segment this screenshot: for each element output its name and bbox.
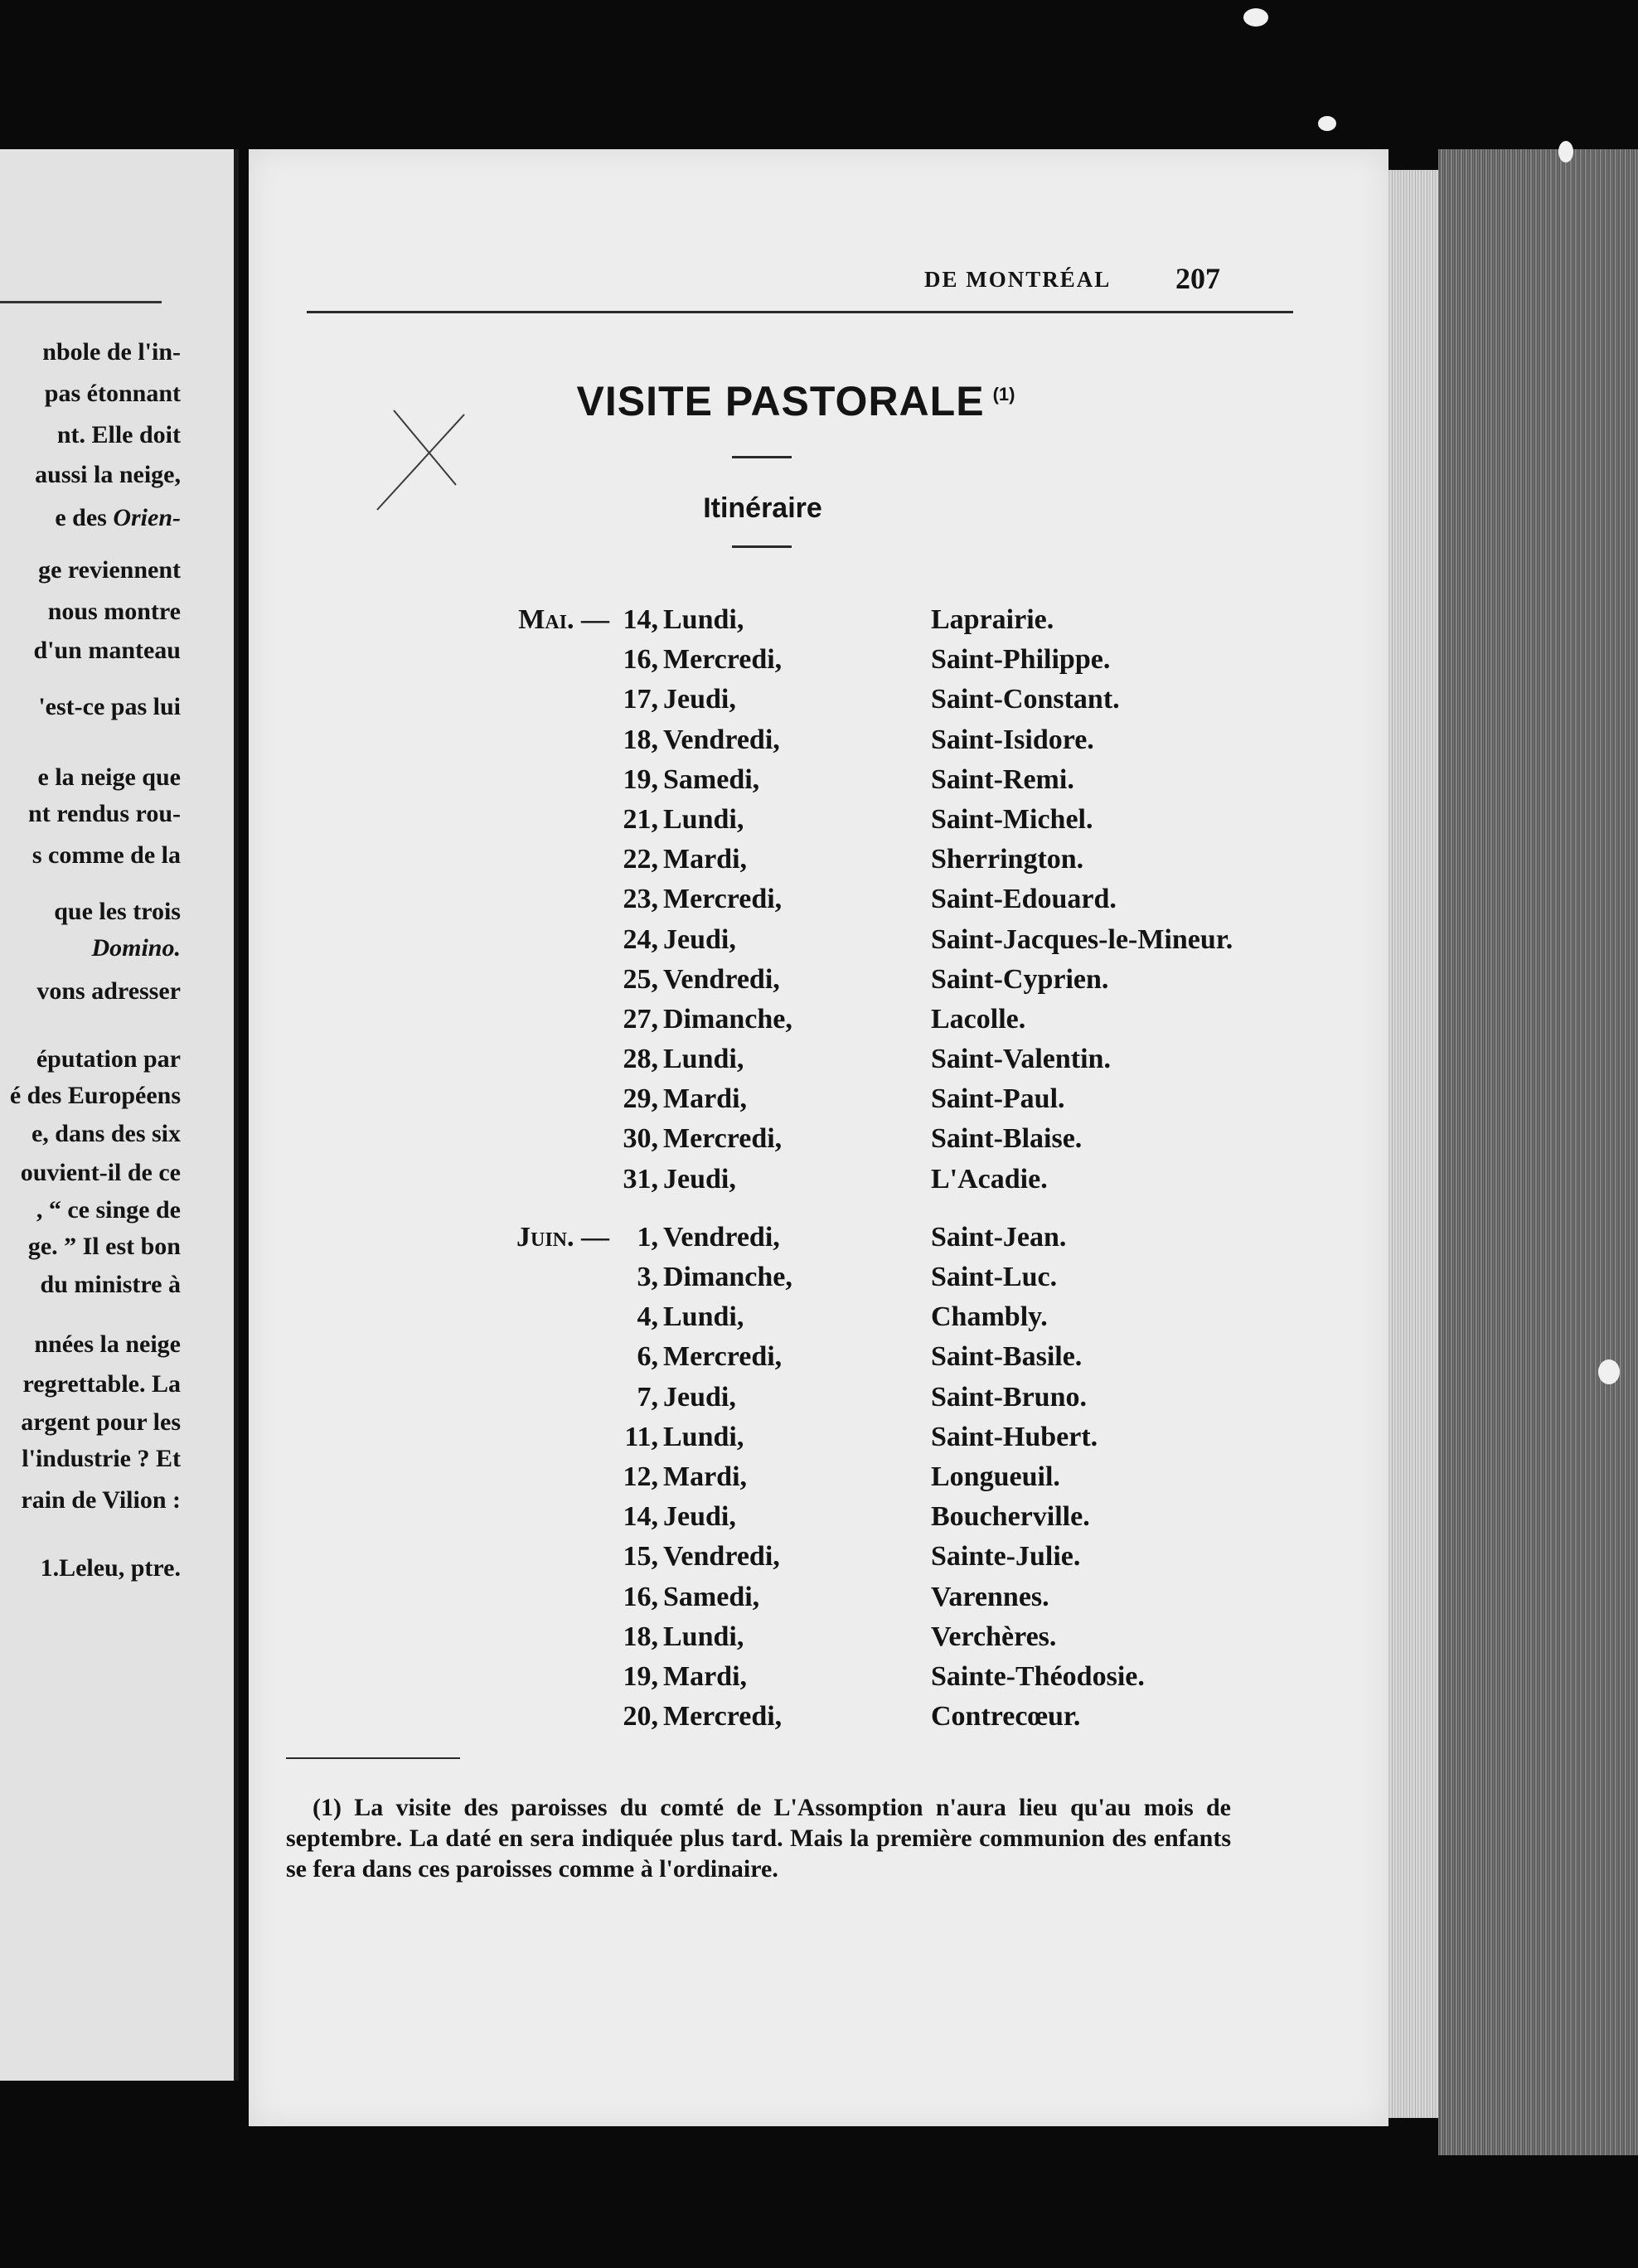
left-page-line: [0, 1552, 234, 1585]
left-line-text: l'industrie ? Et: [22, 1445, 181, 1472]
left-line-text: 1.Leleu, ptre.: [40, 1554, 181, 1582]
itinerary-row: [414, 1337, 1368, 1377]
left-page-line: [0, 1230, 234, 1263]
itinerary-row: [414, 1697, 1368, 1737]
itinerary-place: Saint-Michel.: [931, 803, 1093, 835]
left-line-text: nt rendus rou-: [28, 800, 181, 827]
itinerary-day: 31,: [623, 1163, 658, 1195]
itinerary-day: 14,: [623, 604, 658, 635]
subtitle: Itinéraire: [703, 492, 822, 524]
itinerary-weekday: Mercredi,: [663, 1123, 783, 1155]
left-page-line: [0, 1117, 234, 1151]
left-page-line: [0, 1484, 234, 1517]
itinerary-row: [414, 1079, 1368, 1119]
left-page-line: [0, 1043, 234, 1076]
itinerary-day: 16,: [623, 1581, 658, 1612]
itinerary-weekday: Samedi,: [663, 1581, 760, 1612]
itinerary-row: [414, 760, 1368, 800]
itinerary-place: Verchères.: [931, 1621, 1057, 1652]
left-page-line: [0, 797, 234, 831]
left-page-line: [0, 1156, 234, 1190]
itinerary-weekday: Mercredi,: [663, 1341, 783, 1373]
month-dash: —: [581, 604, 609, 635]
itinerary-place: Laprairie.: [931, 604, 1054, 635]
left-line-text: ouvient-il de ce: [20, 1159, 181, 1186]
itinerary-weekday: Lundi,: [663, 604, 744, 635]
itinerary-weekday: Jeudi,: [663, 923, 736, 955]
left-line-text: du ministre à: [40, 1271, 181, 1298]
footnote-rule: [286, 1757, 460, 1759]
itinerary-weekday: Vendredi,: [663, 1541, 780, 1573]
itinerary-day: 18,: [623, 724, 658, 755]
itinerary-place: Sherrington.: [931, 844, 1084, 875]
itinerary-day: 16,: [623, 644, 658, 676]
left-line-text: ge reviennent: [38, 556, 181, 584]
itinerary-day: 3,: [637, 1262, 658, 1292]
itinerary-row: [414, 1258, 1368, 1297]
itinerary-place: Saint-Luc.: [931, 1262, 1058, 1292]
itinerary-weekday: Lundi,: [663, 1621, 744, 1652]
left-page-line: [0, 761, 234, 794]
itinerary-place: Saint-Hubert.: [931, 1421, 1098, 1452]
itinerary-row: [414, 960, 1368, 1000]
left-line-text: e des: [55, 504, 114, 531]
left-page-line: [0, 895, 234, 928]
month-label: Mai.: [518, 604, 574, 635]
left-line-text: regrettable. La: [22, 1370, 181, 1398]
itinerary-row: [414, 1457, 1368, 1497]
running-head: DE MONTRÉAL: [924, 267, 1112, 292]
itinerary-place: Saint-Cyprien.: [931, 963, 1109, 995]
itinerary-day: 15,: [623, 1541, 658, 1573]
itinerary-row: [414, 880, 1368, 919]
left-line-text: nous montre: [47, 598, 181, 625]
itinerary-day: 11,: [624, 1421, 658, 1452]
itinerary-place: Contrecœur.: [931, 1701, 1081, 1732]
left-line-text: aussi la neige,: [35, 461, 181, 488]
pencil-cross-mark: [373, 406, 472, 514]
itinerary-row: [414, 600, 1368, 640]
itinerary-place: Saint-Paul.: [931, 1083, 1065, 1115]
itinerary-weekday: Mardi,: [663, 1461, 748, 1492]
itinerary-row: [414, 1378, 1368, 1418]
itinerary-place: Saint-Isidore.: [931, 724, 1094, 755]
itinerary-row: [414, 1218, 1368, 1258]
itinerary-weekday: Vendredi,: [663, 724, 780, 755]
itinerary-day: 20,: [623, 1701, 658, 1732]
itinerary-row: [414, 720, 1368, 760]
left-page-line: [0, 1268, 234, 1301]
itinerary-place: Chambly.: [931, 1301, 1048, 1333]
itinerary-place: L'Acadie.: [931, 1163, 1048, 1195]
itinerary-day: 24,: [623, 923, 658, 955]
left-line-text: , “ ce singe de: [36, 1196, 181, 1224]
itinerary-weekday: Mardi,: [663, 1083, 748, 1115]
itinerary-place: Saint-Constant.: [931, 684, 1120, 715]
itinerary-weekday: Mercredi,: [663, 1701, 783, 1732]
left-line-text: e, dans des six: [31, 1120, 181, 1147]
itinerary-place: Lacolle.: [931, 1003, 1026, 1035]
itinerary-place: Sainte-Théodosie.: [931, 1660, 1145, 1692]
itinerary-day: 21,: [623, 803, 658, 835]
itinerary-row: [414, 680, 1368, 720]
left-page-line: [0, 975, 234, 1008]
itinerary-place: Saint-Edouard.: [931, 884, 1117, 915]
itinerary-weekday: Vendredi,: [663, 963, 780, 995]
itinerary-row: [414, 1577, 1368, 1617]
itinerary-weekday: Jeudi,: [663, 684, 736, 715]
itinerary-row: [414, 1040, 1368, 1079]
left-line-italic: Orien-: [113, 504, 181, 531]
itinerary-place: Longueuil.: [931, 1461, 1060, 1492]
itinerary-day: 28,: [623, 1044, 658, 1075]
left-line-text: 'est-ce pas lui: [38, 693, 181, 720]
film-speck: [1243, 8, 1268, 27]
subtitle-rule: [732, 545, 792, 548]
left-line-text: nbole de l'in-: [42, 338, 181, 366]
itinerary-day: 29,: [623, 1083, 658, 1115]
itinerary-day: 14,: [623, 1501, 658, 1533]
itinerary-day: 1,: [637, 1221, 658, 1253]
itinerary-row: [414, 1297, 1368, 1337]
left-page-line: [0, 932, 234, 965]
left-line-text: d'un manteau: [33, 637, 181, 664]
itinerary-day: 12,: [623, 1461, 658, 1492]
itinerary-weekday: Dimanche,: [663, 1262, 792, 1292]
itinerary-place: Saint-Jacques-le-Mineur.: [931, 923, 1233, 955]
itinerary-row: [414, 1000, 1368, 1040]
itinerary-day: 23,: [623, 884, 658, 915]
itinerary-weekday: Samedi,: [663, 763, 760, 795]
itinerary-weekday: Mercredi,: [663, 884, 783, 915]
itinerary-day: 6,: [637, 1341, 658, 1373]
itinerary-row: [414, 1657, 1368, 1697]
itinerary-weekday: Lundi,: [663, 1044, 744, 1075]
left-page-line: [0, 502, 234, 535]
itinerary-day: 19,: [623, 763, 658, 795]
itinerary-day: 4,: [637, 1301, 658, 1333]
itinerary-weekday: Mardi,: [663, 1660, 748, 1692]
title-rule: [732, 456, 792, 458]
itinerary-place: Saint-Remi.: [931, 763, 1074, 795]
itinerary-weekday: Dimanche,: [663, 1003, 792, 1035]
left-page-line: [0, 1442, 234, 1476]
footnote: (1) La visite des paroisses du comté de L'Assomption n'aura lieu qu'au mois de septembre. La daté en sera indiquée plus tard. Mais la première communion des enfants se fera dans ces paroisses comme à l'ordinaire.: [286, 1794, 1231, 1883]
itinerary-place: Saint-Bruno.: [931, 1381, 1087, 1413]
left-page-line: [0, 377, 234, 410]
itinerary-place: Boucherville.: [931, 1501, 1090, 1533]
title-text: VISITE PASTORALE: [576, 378, 985, 424]
itinerary-day: 17,: [623, 684, 658, 715]
page-number: 207: [1175, 262, 1220, 295]
itinerary-row: [414, 920, 1368, 960]
itinerary-row: [414, 1119, 1368, 1159]
left-page-line: [0, 419, 234, 452]
itinerary-row: [414, 800, 1368, 840]
itinerary-place: Saint-Blaise.: [931, 1123, 1083, 1155]
itinerary-day: 30,: [623, 1123, 658, 1155]
itinerary-weekday: Jeudi,: [663, 1163, 736, 1195]
itinerary-place: Sainte-Julie.: [931, 1541, 1081, 1573]
left-line-text: s comme de la: [32, 841, 181, 869]
itinerary-weekday: Lundi,: [663, 1301, 744, 1333]
left-line-text: é des Européens: [9, 1082, 181, 1109]
itinerary-day: 7,: [637, 1381, 658, 1413]
itinerary-row: [414, 640, 1368, 680]
left-page-line: [0, 1368, 234, 1401]
right-page: [249, 149, 1388, 2126]
itinerary-list: [414, 600, 1368, 1737]
left-page-line: [0, 634, 234, 667]
itinerary-weekday: Mardi,: [663, 844, 748, 875]
left-page-fragment: [0, 149, 239, 2081]
left-page-line: [0, 595, 234, 628]
left-page-line: [0, 458, 234, 492]
month-label: Juin.: [516, 1221, 574, 1253]
left-page-line: [0, 1079, 234, 1112]
itinerary-month: [414, 1218, 609, 1258]
itinerary-row: [414, 1160, 1368, 1199]
itinerary-row: [414, 840, 1368, 880]
left-line-text: nt. Elle doit: [56, 421, 181, 448]
title-footnote-ref: (1): [992, 384, 1015, 405]
left-page-line: [0, 1194, 234, 1227]
left-page-line: [0, 1406, 234, 1439]
left-page-line: [0, 839, 234, 872]
film-speck: [1598, 1359, 1620, 1384]
itinerary-day: 25,: [623, 963, 658, 995]
month-dash: —: [581, 1221, 609, 1253]
left-page-line: [0, 336, 234, 369]
itinerary-month: [414, 600, 609, 640]
itinerary-row: [414, 1617, 1368, 1657]
left-line-text: argent pour les: [21, 1408, 181, 1436]
left-page-line: [0, 691, 234, 724]
itinerary-place: Saint-Jean.: [931, 1221, 1067, 1253]
itinerary-day: 19,: [623, 1660, 658, 1692]
left-page-line: [0, 554, 234, 587]
itinerary-place: Varennes.: [931, 1581, 1049, 1612]
itinerary-place: Saint-Philippe.: [931, 644, 1111, 676]
page-title: [547, 377, 1044, 425]
film-speck: [1558, 141, 1573, 162]
itinerary-weekday: Lundi,: [663, 803, 744, 835]
left-line-text: pas étonnant: [44, 380, 181, 407]
itinerary-place: Saint-Valentin.: [931, 1044, 1111, 1075]
itinerary-weekday: Vendredi,: [663, 1221, 780, 1253]
itinerary-day: 22,: [623, 844, 658, 875]
itinerary-place: Saint-Basile.: [931, 1341, 1083, 1373]
left-line-text: éputation par: [36, 1045, 181, 1073]
header-rule: [307, 311, 1293, 313]
itinerary-row: [414, 1537, 1368, 1577]
left-line-text: nnées la neige: [34, 1330, 181, 1358]
book-page-edges-dark: [1438, 149, 1638, 2155]
film-speck: [1318, 116, 1336, 131]
itinerary-weekday: Jeudi,: [663, 1381, 736, 1413]
itinerary-day: 27,: [623, 1003, 658, 1035]
left-line-text: e la neige que: [37, 763, 181, 791]
left-line-text: que les trois: [54, 898, 181, 925]
left-line-text: rain de Vilion :: [21, 1486, 181, 1514]
left-page-rule: [0, 301, 162, 303]
left-page-line: [0, 1328, 234, 1361]
left-line-italic: Domino.: [91, 934, 181, 962]
itinerary-weekday: Mercredi,: [663, 644, 783, 676]
left-line-text: ge. ” Il est bon: [27, 1233, 181, 1260]
itinerary-day: 18,: [623, 1621, 658, 1652]
left-line-text: vons adresser: [36, 977, 181, 1005]
itinerary-row: [414, 1418, 1368, 1457]
itinerary-row: [414, 1497, 1368, 1537]
itinerary-weekday: Lundi,: [663, 1421, 744, 1452]
itinerary-weekday: Jeudi,: [663, 1501, 736, 1533]
